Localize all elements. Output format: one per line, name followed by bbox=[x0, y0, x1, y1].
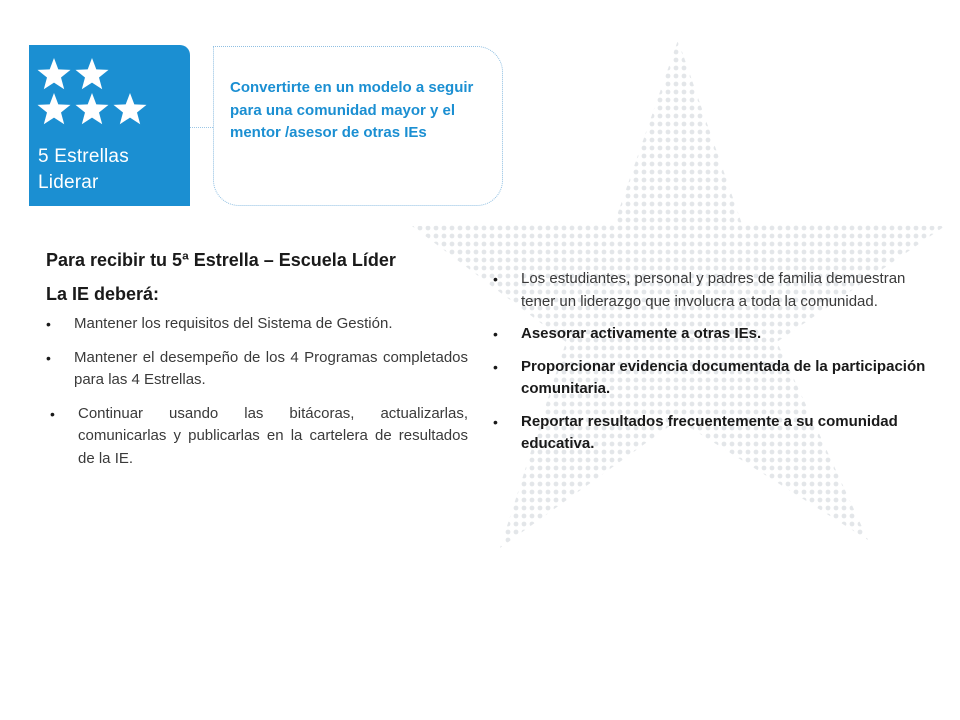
section-title: Para recibir tu 5ª Estrella – Escuela Líder bbox=[46, 250, 396, 270]
list-item-text: Los estudiantes, personal y padres de familia demuestran tener un liderazgo que involucra a toda la comunidad. bbox=[521, 270, 906, 310]
list-item-text: Proporcionar evidencia documentada de la participación comunitaria. bbox=[521, 357, 926, 397]
bullet-icon: • bbox=[493, 271, 498, 287]
list-item bbox=[493, 323, 928, 346]
list-item-text: Mantener los requisitos del Sistema de Gestión. bbox=[74, 315, 393, 332]
leadership-list bbox=[493, 268, 928, 456]
list-item bbox=[493, 411, 928, 456]
list-item bbox=[46, 313, 468, 336]
list-item bbox=[493, 268, 928, 313]
callout-connector bbox=[190, 127, 213, 128]
five-star-badge bbox=[29, 45, 190, 206]
list-item-text: Reportar resultados frecuentemente a su comunidad educativa. bbox=[521, 412, 898, 452]
five-stars-icon bbox=[33, 53, 163, 133]
bullet-icon: • bbox=[493, 326, 498, 342]
list-item bbox=[50, 403, 468, 471]
requirements-list bbox=[46, 313, 468, 470]
list-item bbox=[46, 347, 468, 392]
bullet-icon: • bbox=[50, 405, 55, 422]
list-item-text: Mantener el desempeño de los 4 Programas completados para las 4 Estrellas. bbox=[74, 348, 468, 388]
goal-callout bbox=[213, 46, 503, 206]
bullet-icon: • bbox=[46, 349, 51, 366]
bullet-icon: • bbox=[493, 358, 498, 375]
list-item-text: Continuar usando las bitácoras, actualizarlas, comunicarlas y publicarlas en la cartelera de resultados de la IE. bbox=[78, 404, 468, 467]
bullet-icon: • bbox=[46, 316, 51, 332]
badge-label-line1: 5 Estrellas bbox=[38, 146, 129, 167]
section-subtitle: La IE deberá: bbox=[46, 284, 160, 304]
leadership-section bbox=[493, 268, 928, 466]
list-item-text: Asesorar activamente a otras IEs. bbox=[521, 325, 762, 342]
requirements-section bbox=[46, 247, 468, 481]
badge-label bbox=[38, 144, 129, 196]
badge-label-line2: Liderar bbox=[38, 172, 99, 193]
list-item bbox=[493, 356, 928, 401]
bullet-icon: • bbox=[493, 413, 498, 430]
goal-callout-text: Convertirte en un modelo a seguir para una comunidad mayor y el mentor /asesor de otras IEs bbox=[230, 79, 474, 141]
